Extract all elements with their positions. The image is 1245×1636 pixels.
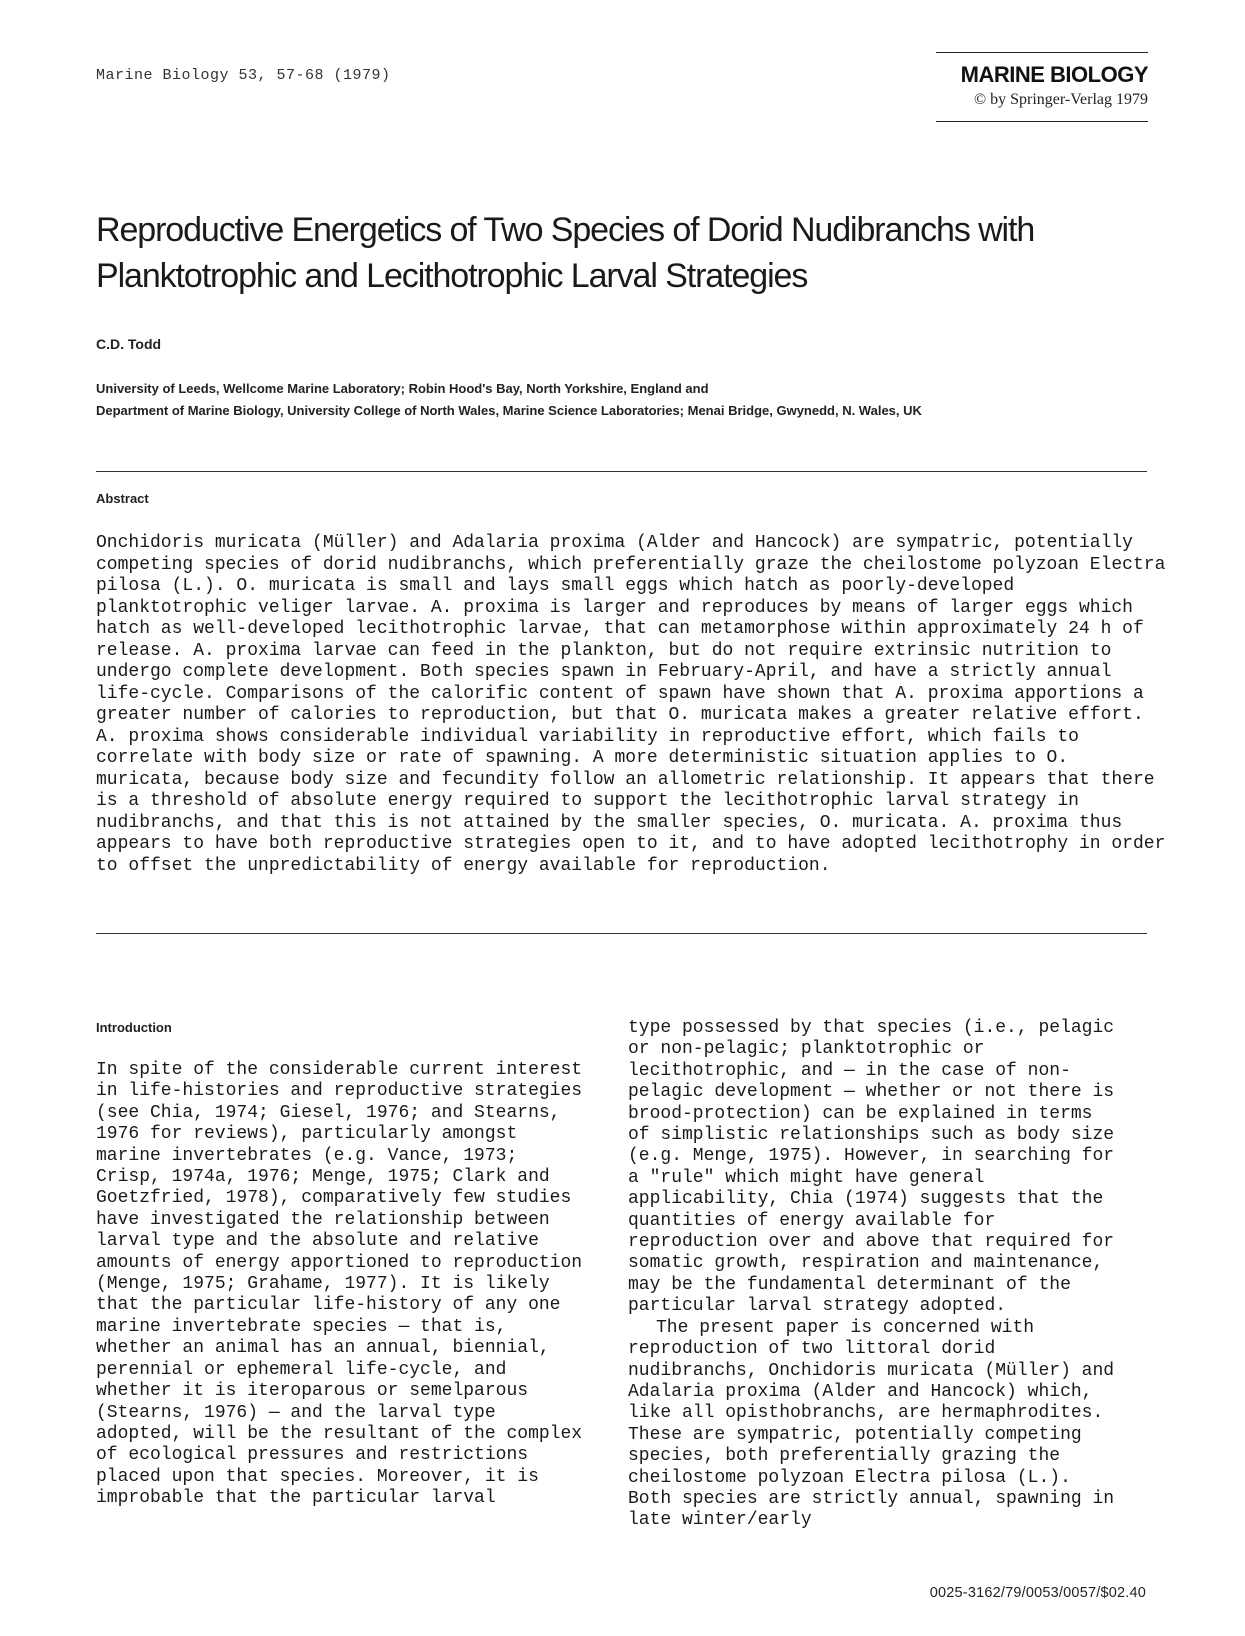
introduction-paragraph-1: In spite of the considerable current interest in life-histories and reproductive strategies (see Chia, 1974; Giesel, 1976; and Stearns, 1976 for reviews), particularly amongst marine invertebrates (e.g. Vance, 1973; Crisp, 1974a, 1976; Menge, 1975; Clark and Goetzfried, 1978), comparatively few studies have investigated the relationship between larval type and the absolute and relative amounts of energy apportioned to reproduction (Menge, 1975; Grahame, 1977). It is likely that the particular life-history of any one marine invertebrate species — that is, whether an animal has an annual, biennial, perennial or ephemeral life-cycle, and whether it is iteroparous or semelparous (Stearns, 1976) — and the larval type adopted, will be the resultant of the complex of ecological pressures and restrictions placed upon that species. Moreover, it is improbable that the particular larval bbox=[96, 1060, 583, 1509]
introduction-right-column bbox=[628, 1018, 1122, 1532]
masthead-top-rule bbox=[936, 52, 1148, 53]
affiliation-2: Department of Marine Biology, University College of North Wales, Marine Science Laboratories; Menai Bridge, Gwynedd, N. Wales, UK bbox=[96, 403, 922, 418]
author-name: C.D. Todd bbox=[96, 336, 162, 352]
abstract-heading: Abstract bbox=[96, 491, 149, 506]
journal-masthead bbox=[936, 52, 1148, 122]
masthead-bottom-rule bbox=[936, 121, 1148, 122]
abstract-text: Onchidoris muricata (Müller) and Adalaria proxima (Alder and Hancock) are sympatric, potentially competing species of dorid nudibranchs, which preferentially graze the cheilostome polyzoan Electra pilosa (L.). O. muricata is small and lays small eggs which hatch as poorly-developed planktotrophic veliger larvae. A. proxima is larger and reproduces by means of larger eggs which hatch as well-developed lecithotrophic larvae, that can metamorphose within approximately 24 h of release. A. proxima larvae can feed in the plankton, but do not require extrinsic nutrition to undergo complete development. Both species spawn in February-April, and have a strictly annual life-cycle. Comparisons of the calorific content of spawn have shown that A. proxima apportions a greater number of calories to reproduction, but that O. muricata makes a greater relative effort. A. proxima shows considerable individual variability in reproductive effort, which fails to correlate with body size or rate of spawning. A more deterministic situation applies to O. muricata, because body size and fecundity follow an allometric relationship. It appears that there is a threshold of absolute energy required to support the lecithotrophic larval strategy in nudibranchs, and that this is not attained by the smaller species, O. muricata. A. proxima thus appears to have both reproductive strategies open to it, and to have adopted lecithotrophy in order to offset the unpredictability of energy available for reproduction. bbox=[96, 533, 1166, 876]
abstract-top-rule bbox=[96, 471, 1147, 472]
article-code: 0025-3162/79/0053/0057/$02.40 bbox=[929, 1585, 1146, 1601]
copyright-notice: © by Springer-Verlag 1979 bbox=[973, 91, 1148, 108]
introduction-heading: Introduction bbox=[96, 1020, 172, 1035]
introduction-paragraph-1-continued: type possessed by that species (i.e., pelagic or non-pelagic; planktotrophic or lecithotrophic, and — in the case of non-pelagic development — whether or not there is brood-protection) can be explained in terms of simplistic relationships such as body size (e.g. Menge, 1975). However, in searching for a "rule" which might have general applicability, Chia (1974) suggests that the quantities of energy available for reproduction over and above that required for somatic growth, respiration and maintenance, may be the fundamental determinant of the particular larval strategy adopted. bbox=[628, 1018, 1115, 1317]
journal-name: MARINE BIOLOGY bbox=[960, 62, 1148, 87]
introduction-left-column bbox=[96, 1060, 590, 1510]
paper-title: Reproductive Energetics of Two Species of Dorid Nudibranchs with Planktotrophic and Lecithotrophic Larval Strategies bbox=[96, 211, 1035, 295]
abstract-bottom-rule bbox=[96, 933, 1147, 934]
journal-citation: Marine Biology 53, 57-68 (1979) bbox=[96, 67, 391, 84]
introduction-paragraph-2: The present paper is concerned with reproduction of two littoral dorid nudibranchs, Onchidoris muricata (Müller) and Adalaria proxima (Alder and Hancock) which, like all opisthobranchs, are hermaphrodites. These are sympatric, potentially competing species, both preferentially grazing the cheilostome polyzoan Electra pilosa (L.). Both species are strictly annual, spawning in late winter/early bbox=[628, 1317, 1115, 1531]
affiliations bbox=[96, 378, 922, 422]
affiliation-1: University of Leeds, Wellcome Marine Laboratory; Robin Hood's Bay, North Yorkshire, England and bbox=[96, 381, 709, 396]
